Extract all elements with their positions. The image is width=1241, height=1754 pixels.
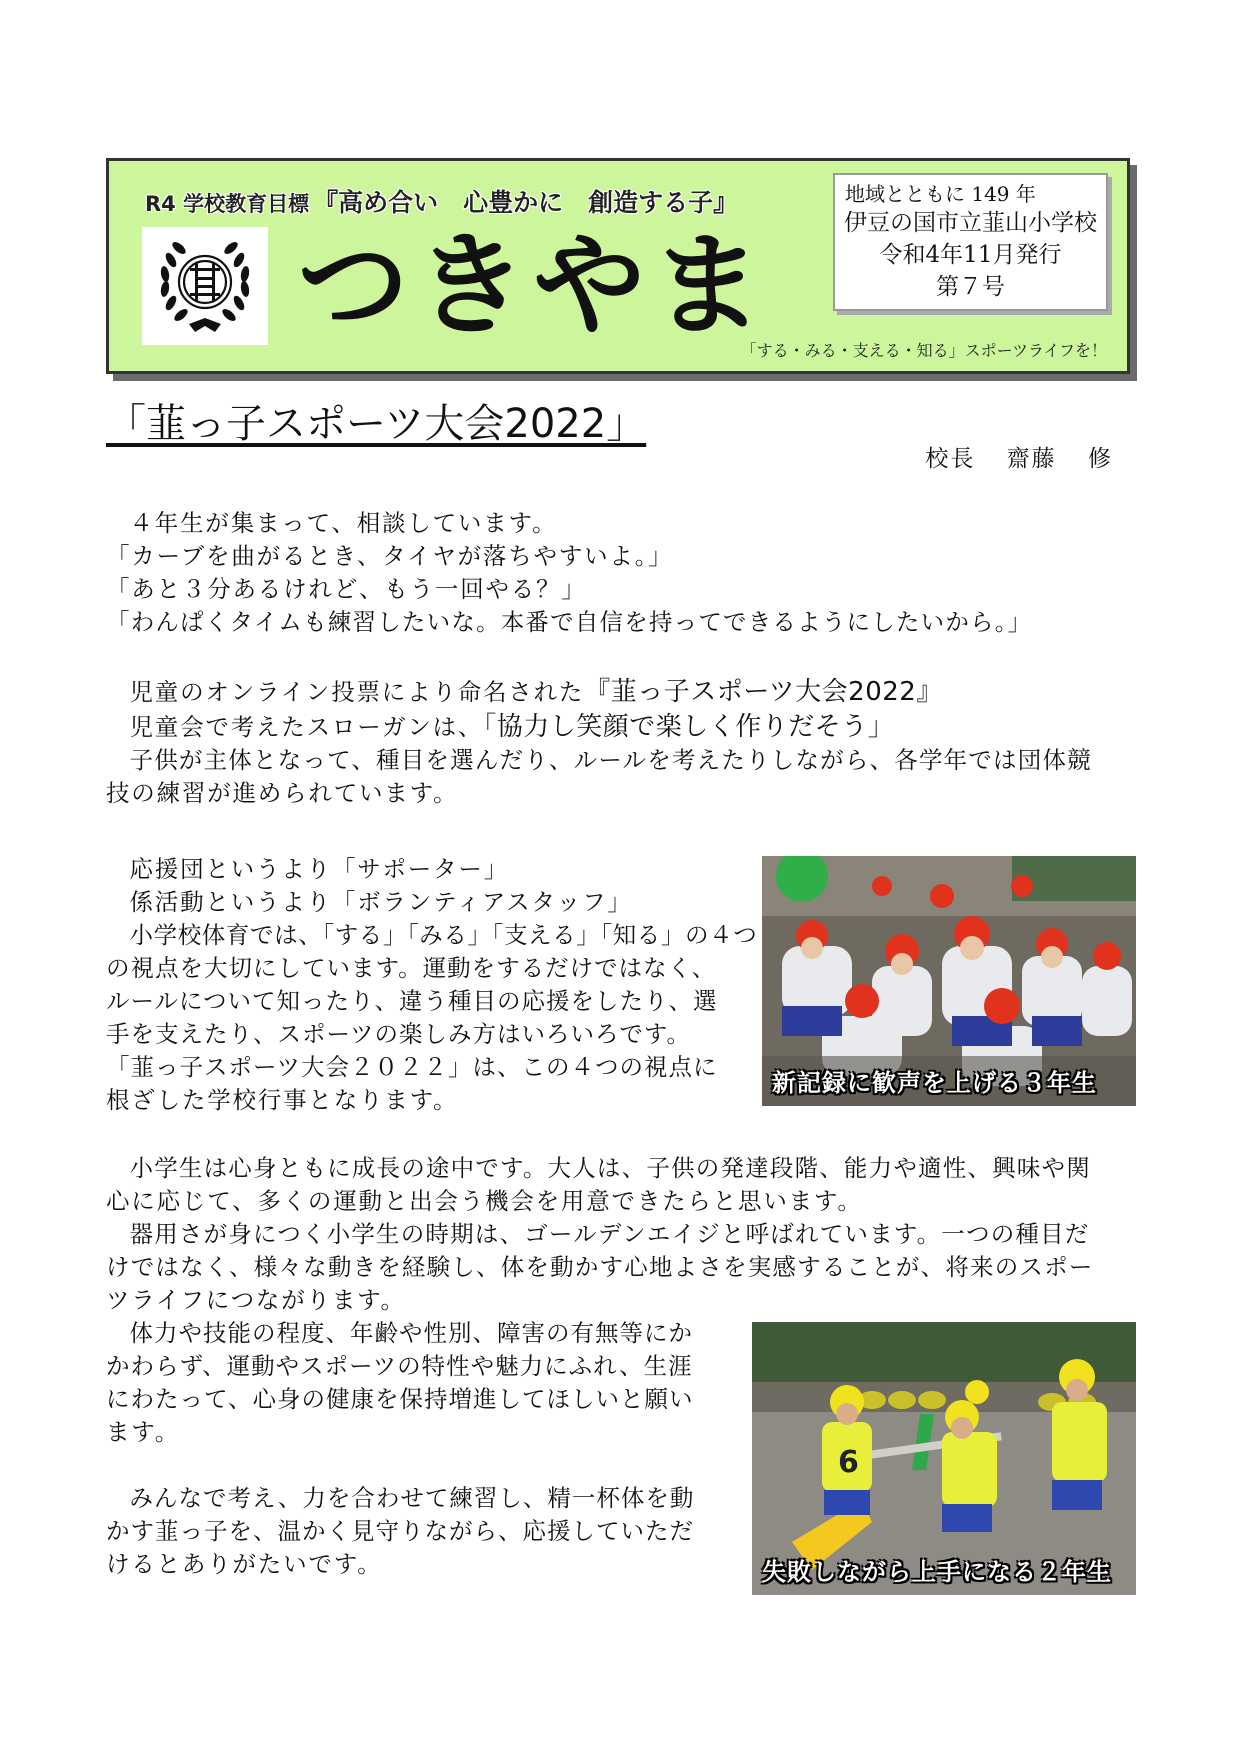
anniversary-text: 地域とともに 149 年 xyxy=(845,182,1036,206)
photo-caption: 失敗しながら上手になる２年生 xyxy=(762,1558,1112,1586)
text-line: 小学校体育では、「する」「みる」「支える」「知る」の４つ xyxy=(129,921,758,949)
text-line: ４年生が集まって、相談しています。 xyxy=(129,509,558,537)
text-line: 小学生は心身ともに成長の途中です。大人は、子供の発達段階、能力や適性、興味や関 xyxy=(129,1154,1091,1182)
article-title: 「韮っ子スポーツ大会2022」 xyxy=(106,401,647,447)
text-line: ルールについて知ったり、違う種目の応援をしたり、選 xyxy=(106,987,718,1015)
text-line: ます。 xyxy=(106,1418,181,1446)
text-line: 児童会で考えたスローガンは、「協力し笑顔で楽しく作りだそう」 xyxy=(129,712,895,742)
text-line: 「あと３分あるけれど、もう一回やる？」 xyxy=(106,575,587,603)
goal-label: R4 学校教育目標 xyxy=(145,192,310,216)
event-name: 『韮っ子スポーツ大会2022』 xyxy=(584,677,943,707)
text-line: 「韮っ子スポーツ大会２０２２」は、この４つの視点に xyxy=(106,1053,718,1081)
article-author: 校長 齋藤 修 xyxy=(925,446,1113,472)
text-line: 根ざした学校行事となります。 xyxy=(106,1086,459,1114)
photo-caption: 新記録に歓声を上げる３年生 xyxy=(772,1069,1097,1097)
event-slogan: 「協力し笑顔で楽しく作りだそう」 xyxy=(483,712,895,742)
text-line: 係活動というより「ボランティアスタッフ」 xyxy=(129,888,633,916)
text-line: 心に応じて、多くの運動と出会う機会を用意できたらと思います。 xyxy=(106,1187,863,1215)
text-line: けるとありがたいです。 xyxy=(106,1550,383,1578)
text-line: かわらず、運動やスポーツの特性や魅力にふれ、生涯 xyxy=(106,1352,693,1380)
paragraph-5 xyxy=(106,1317,766,1449)
sports-slogan: 「する・みる・支える・知る」スポーツライフを！ xyxy=(740,341,1107,360)
goal-text: 『高め合い 心豊かに 創造する子』 xyxy=(313,188,739,217)
paragraph-6 xyxy=(106,1482,766,1581)
text-line: 応援団というより「サポーター」 xyxy=(129,855,509,883)
issue-number: 第７号 xyxy=(936,274,1005,300)
photo-second-graders xyxy=(752,1322,1136,1595)
text-line: 「わんぱくタイムも練習したいな。本番で自信を持ってできるようにしたいから。」 xyxy=(106,608,1033,636)
text-line: けではなく、様々な動きを経験し、体を動かす心地よさを実感することが、将来のスポー xyxy=(106,1253,1094,1281)
text-line: 技の練習が進められています。 xyxy=(106,779,459,807)
paragraph-1 xyxy=(106,507,1136,639)
text-line: 手を支えたり、スポーツの楽しみ方はいろいろです。 xyxy=(106,1020,691,1048)
text-line: かす韮っ子を、温かく見守りながら、応援していただ xyxy=(106,1517,694,1545)
text-line: ツライフにつながります。 xyxy=(106,1286,406,1314)
text-line: の視点を大切にしています。運動をするだけではなく、 xyxy=(106,954,717,982)
photo-third-graders xyxy=(762,856,1136,1106)
bib-number: 6 xyxy=(838,1445,859,1480)
school-name: 伊豆の国市立韮山小学校 xyxy=(844,210,1097,236)
paragraph-3 xyxy=(106,853,766,1117)
text-line: 児童のオンライン投票により命名された『韮っ子スポーツ大会2022』 xyxy=(129,677,943,707)
newsletter-title: つきやま xyxy=(297,221,769,351)
text-line: 体力や技能の程度、年齢や性別、障害の有無等にか xyxy=(129,1319,693,1347)
text-line: 子供が主体となって、種目を選んだり、ルールを考えたりしながら、各学年では団体競 xyxy=(129,746,1092,774)
issue-info-box xyxy=(833,173,1108,311)
text-line: 「カーブを曲がるとき、タイヤが落ちやすいよ。」 xyxy=(106,542,674,570)
text-line: にわたって、心身の健康を保持増進してほしいと願い xyxy=(106,1385,694,1413)
paragraph-2 xyxy=(106,676,1146,810)
paragraph-4 xyxy=(106,1152,1146,1317)
masthead xyxy=(106,158,1130,374)
issue-date: 令和4年11月発行 xyxy=(879,242,1062,268)
school-emblem-icon xyxy=(142,227,268,345)
text-line: 器用さが身につく小学生の時期は、ゴールデンエイジと呼ばれています。一つの種目だ xyxy=(129,1220,1090,1248)
text-line: みんなで考え、力を合わせて練習し、精一杯体を動 xyxy=(129,1484,695,1512)
school-goal xyxy=(145,183,738,219)
